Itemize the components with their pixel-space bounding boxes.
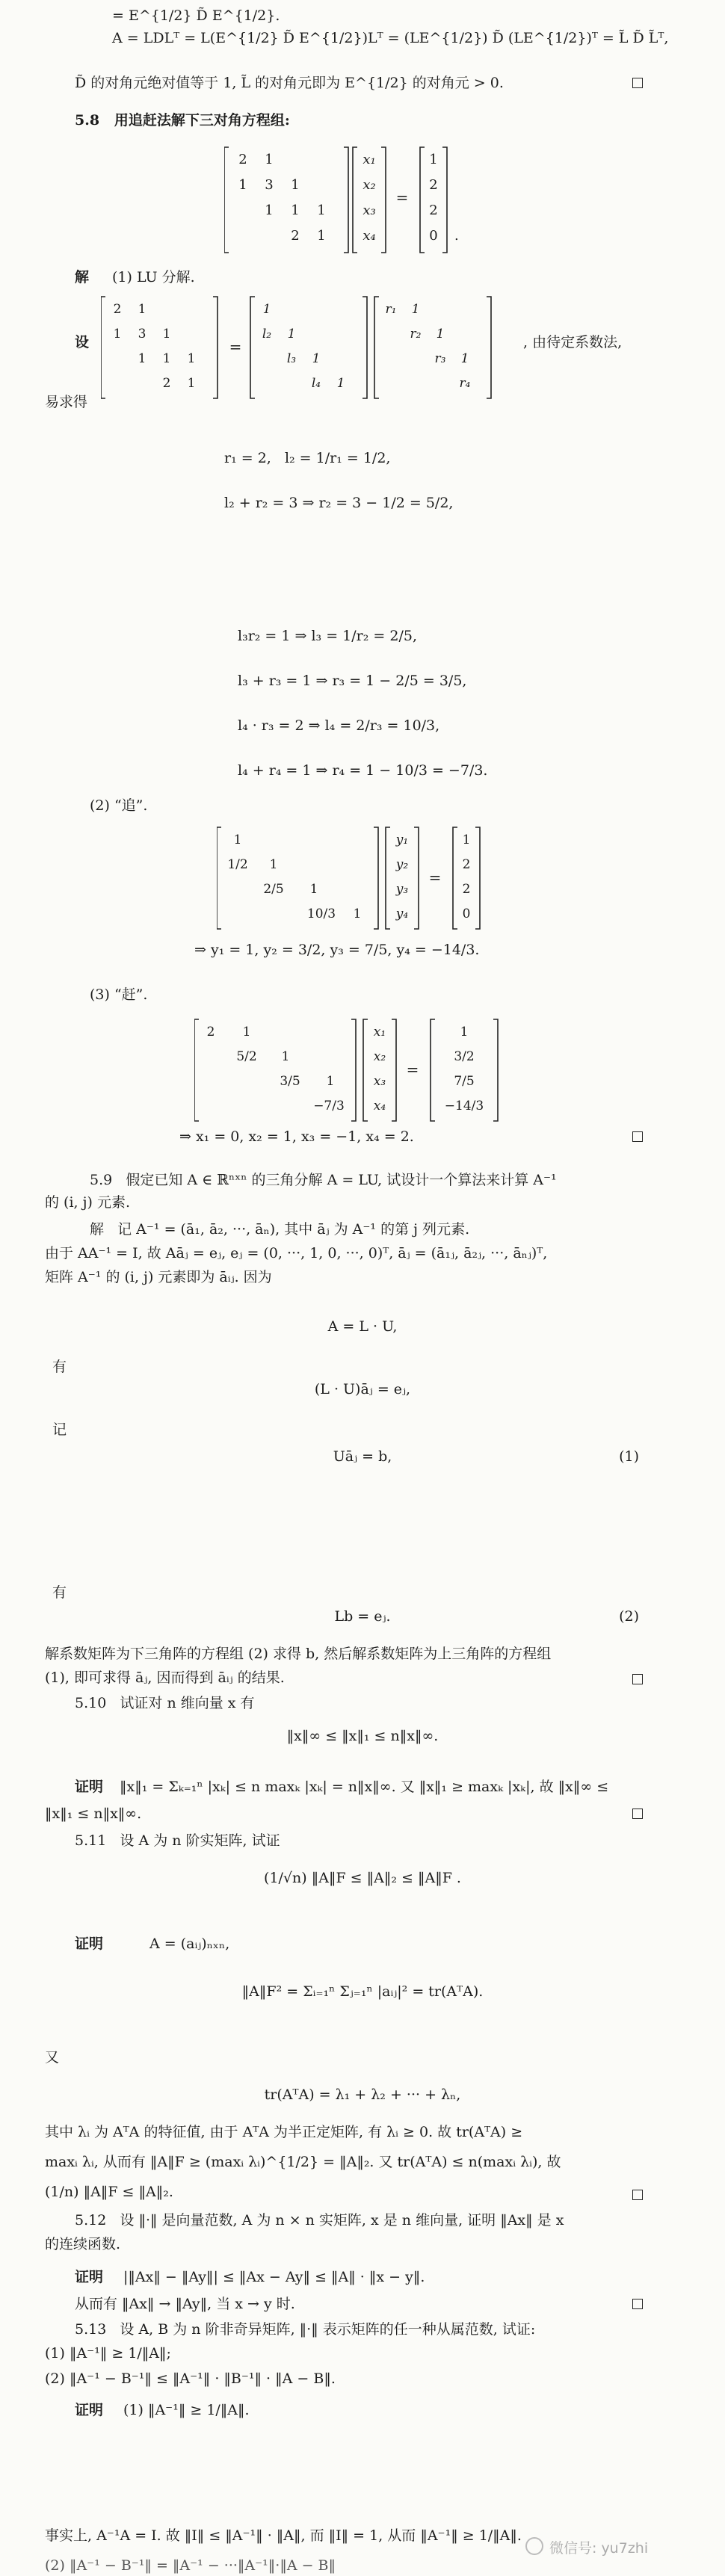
- easy-text: 易求得: [45, 394, 88, 410]
- svg-text:1: 1: [281, 1049, 290, 1064]
- svg-text:1: 1: [233, 833, 242, 847]
- proof-5-10-line-1: ‖x‖₁ = Σₖ₌₁ⁿ |xₖ| ≤ n maxₖ |xₖ| = n‖x‖∞. 又 ‖x‖₁ ≥ maxₖ |xₖ|, 故 ‖x‖∞ ≤: [120, 1779, 609, 1795]
- equals-sign: =: [395, 188, 409, 206]
- rhs-3: 2: [429, 203, 438, 218]
- solution-5-9-line-3: 矩阵 A⁻¹ 的 (i, j) 元素即为 āᵢⱼ. 因为: [45, 1269, 272, 1285]
- eq-lu-aj: (L · U)āⱼ = eⱼ,: [314, 1381, 411, 1397]
- lu-decomposition: [101, 295, 534, 400]
- svg-text:y₂: y₂: [395, 857, 409, 872]
- svg-text:10/3: 10/3: [306, 906, 336, 921]
- svg-text:1: 1: [113, 327, 122, 342]
- calc-2: l₂ + r₂ = 3 ⇒ r₂ = 3 − 1/2 = 5/2,: [224, 495, 454, 511]
- solution-5-9-line-1: 解 记 A⁻¹ = (ā₁, ā₂, ···, āₙ), 其中 āⱼ 为 A⁻¹ 的第 j 列元素.: [90, 1221, 470, 1238]
- problem-5-13-item-1: (1) ‖A⁻¹‖ ≥ 1/‖A‖;: [45, 2345, 171, 2362]
- proof-5-11-line-1: 其中 λᵢ 为 AᵀA 的特征值, 由于 AᵀA 为半正定矩阵, 有 λᵢ ≥ 0. 故 tr(AᵀA) ≥: [45, 2124, 523, 2140]
- svg-text:2: 2: [206, 1025, 215, 1040]
- note-label: 记: [52, 1421, 67, 1438]
- svg-text:y₁: y₁: [395, 833, 409, 847]
- svg-text:1: 1: [138, 302, 146, 317]
- proof-label: 证明: [75, 2402, 104, 2418]
- backward-system: [194, 1018, 523, 1122]
- qed-box: [632, 78, 643, 88]
- matrix-bracket-right: [344, 147, 348, 253]
- have-label-2: 有: [52, 1584, 67, 1601]
- qed-box: [632, 2299, 643, 2309]
- problem-5-9-heading: 5.9 假定已知 A ∈ ℝⁿˣⁿ 的三角分解 A = LU, 试设计一个算法来计算 A⁻¹: [90, 1172, 557, 1188]
- svg-text:1: 1: [462, 833, 471, 847]
- svg-text:x₂: x₂: [373, 1049, 386, 1064]
- m-0-0: 2: [238, 152, 247, 167]
- trace-eq: tr(AᵀA) = λ₁ + λ₂ + ··· + λₙ,: [264, 2087, 461, 2103]
- unknown-vector: [362, 152, 375, 244]
- x-1: x₁: [362, 152, 376, 167]
- problem-5-12-heading: 5.12 设 ‖·‖ 是向量范数, A 为 n × n 实矩阵, x 是 n 维向量, 证明 ‖Ax‖ 是 x: [75, 2212, 564, 2228]
- svg-text:0: 0: [462, 906, 471, 921]
- norm-inequality: ‖x‖∞ ≤ ‖x‖₁ ≤ n‖x‖∞.: [286, 1728, 439, 1744]
- proof-5-13-part-1: (1) ‖A⁻¹‖ ≥ 1/‖A‖.: [123, 2402, 250, 2418]
- solution-5-9-end-2: (1), 即可求得 āⱼ, 因而得到 āᵢⱼ 的结果.: [45, 1670, 285, 1686]
- problem-5-8-heading: 5.8 用追赶法解下三对角方程组:: [75, 112, 290, 129]
- y-result: ⇒ y₁ = 1, y₂ = 3/2, y₃ = 7/5, y₄ = −14/3.: [194, 942, 480, 958]
- calc-3: l₃r₂ = 1 ⇒ l₃ = 1/r₂ = 2/5,: [238, 628, 417, 644]
- svg-text:1: 1: [312, 351, 321, 366]
- svg-text:1: 1: [436, 327, 445, 342]
- calc-1: r₁ = 2, l₂ = 1/r₁ = 1/2,: [224, 450, 391, 466]
- coefficient-matrix: [238, 152, 325, 244]
- svg-text:=: =: [229, 338, 242, 356]
- svg-text:1: 1: [187, 351, 196, 366]
- svg-text:−14/3: −14/3: [444, 1099, 484, 1114]
- step-3: (3) “赶”.: [90, 986, 148, 1003]
- svg-text:r₂: r₂: [410, 327, 422, 342]
- svg-text:1: 1: [460, 1025, 469, 1040]
- eq-number-2: (2): [619, 1608, 639, 1625]
- proof-5-10-line-2: ‖x‖₁ ≤ n‖x‖∞.: [45, 1806, 142, 1822]
- svg-text:−7/3: −7/3: [313, 1099, 345, 1114]
- svg-text:l₄: l₄: [311, 376, 321, 391]
- problem-5-10-heading: 5.10 试证对 n 维向量 x 有: [75, 1695, 255, 1711]
- eq-top-a: = E^{1/2} D̃ E^{1/2}.: [112, 7, 280, 24]
- proof-5-12: |‖Ax‖ − ‖Ay‖| ≤ ‖Ax − Ay‖ ≤ ‖A‖ · ‖x − y‖.: [123, 2269, 425, 2285]
- step-2: (2) “追”.: [90, 797, 148, 814]
- frobenius-inequality: (1/√n) ‖A‖F ≤ ‖A‖₂ ≤ ‖A‖F .: [264, 1870, 461, 1886]
- svg-text:=: =: [428, 868, 442, 886]
- svg-text:1: 1: [242, 1025, 251, 1040]
- after-set-text: , 由待定系数法,: [523, 334, 623, 350]
- svg-text:1: 1: [326, 1074, 335, 1089]
- svg-text:1: 1: [287, 327, 296, 342]
- eq-top-b: A = LDLᵀ = L(E^{1/2} D̃ E^{1/2})Lᵀ = (LE^{1/2}) D̃ (LE^{1/2})ᵀ = L̃ D̃ L̃ᵀ,: [112, 30, 669, 46]
- proof-label: 证明: [75, 2269, 104, 2285]
- rhs-1: 1: [429, 152, 438, 167]
- svg-text:r₃: r₃: [434, 351, 446, 366]
- svg-text:1: 1: [411, 302, 420, 317]
- problem-5-13-item-2: (2) ‖A⁻¹ − B⁻¹‖ ≤ ‖A⁻¹‖ · ‖B⁻¹‖ · ‖A − B‖.: [45, 2370, 336, 2387]
- m-2-3: 1: [317, 203, 326, 218]
- proof-5-11-line-2: maxᵢ λᵢ, 从而有 ‖A‖F ≥ (maxᵢ λᵢ)^{1/2} = ‖A‖₂. 又 tr(AᵀA) ≤ n(maxᵢ λᵢ), 故: [45, 2154, 561, 2170]
- proof-5-13-cut-line: (2) ‖A⁻¹ − B⁻¹‖ = ‖A⁻¹ − ···‖A⁻¹‖·‖A − B‖: [45, 2557, 336, 2574]
- svg-text:7/5: 7/5: [454, 1074, 475, 1089]
- svg-text:l₃: l₃: [286, 351, 297, 366]
- solution-label: 解: [75, 269, 90, 285]
- svg-text:=: =: [406, 1060, 419, 1078]
- wechat-icon: [525, 2537, 543, 2555]
- problem-5-11-heading: 5.11 设 A 为 n 阶实矩阵, 试证: [75, 1832, 280, 1849]
- calc-4: l₃ + r₃ = 1 ⇒ r₃ = 1 − 2/5 = 3/5,: [238, 673, 467, 689]
- svg-text:3: 3: [138, 327, 146, 342]
- frobenius-eq: ‖A‖F² = Σᵢ₌₁ⁿ Σⱼ₌₁ⁿ |aᵢⱼ|² = tr(AᵀA).: [241, 1983, 484, 2000]
- qed-box: [632, 1131, 643, 1142]
- svg-text:1: 1: [336, 376, 345, 391]
- solution-5-9-end-1: 解系数矩阵为下三角阵的方程组 (2) 求得 b, 然后解系数矩阵为上三角阵的方程组: [45, 1646, 552, 1662]
- svg-text:2: 2: [162, 376, 171, 391]
- svg-text:y₃: y₃: [395, 882, 409, 897]
- m-1-1: 3: [265, 177, 274, 193]
- svg-text:l₂: l₂: [262, 327, 272, 342]
- svg-text:r₄: r₄: [459, 376, 471, 391]
- calc-6: l₄ + r₄ = 1 ⇒ r₄ = 1 − 10/3 = −7/3.: [238, 762, 488, 779]
- calc-5: l₄ · r₃ = 2 ⇒ l₄ = 2/r₃ = 10/3,: [238, 717, 440, 734]
- solution-5-9-line-2: 由于 AA⁻¹ = I, 故 Aāⱼ = eⱼ, eⱼ = (0, ···, 1, 0, ···, 0)ᵀ, āⱼ = (ā₁ⱼ, ā₂ⱼ, ···, āₙⱼ)ᵀ,: [45, 1245, 548, 1261]
- m-2-1: 1: [265, 203, 274, 218]
- set-label: 设: [75, 334, 90, 350]
- svg-text:3/5: 3/5: [280, 1074, 300, 1089]
- svg-text:3/2: 3/2: [454, 1049, 475, 1064]
- system-5-8: [224, 146, 471, 254]
- svg-text:1/2: 1/2: [227, 857, 248, 872]
- svg-text:y₄: y₄: [395, 906, 409, 921]
- m-3-2: 2: [291, 228, 300, 244]
- svg-text:x₃: x₃: [373, 1074, 386, 1089]
- svg-text:2/5: 2/5: [263, 882, 284, 897]
- have-label: 有: [52, 1359, 67, 1375]
- svg-text:x₁: x₁: [373, 1025, 386, 1040]
- rhs-4: 0: [429, 228, 438, 244]
- svg-text:1: 1: [162, 351, 171, 366]
- svg-text:r₁: r₁: [385, 302, 397, 317]
- svg-text:2: 2: [462, 857, 471, 872]
- L-matrix: [250, 297, 367, 398]
- x-result: ⇒ x₁ = 0, x₂ = 1, x₃ = −1, x₄ = 2.: [179, 1128, 414, 1145]
- period: .: [454, 228, 459, 244]
- svg-text:1: 1: [138, 351, 146, 366]
- eq-u-aj: Uāⱼ = b,: [333, 1448, 392, 1465]
- matrix-def: A = (aᵢⱼ)ₙₓₙ,: [149, 1936, 230, 1952]
- proof-label: 证明: [75, 1779, 104, 1795]
- eq-lb-ej: Lb = eⱼ.: [334, 1608, 391, 1625]
- matrix-bracket-left: [224, 147, 229, 253]
- qed-box: [632, 1674, 643, 1684]
- rhs-vector: [429, 152, 437, 244]
- svg-text:2: 2: [113, 302, 122, 317]
- x-3: x₃: [362, 203, 376, 218]
- m-3-3: 1: [317, 228, 326, 244]
- watermark: 微信号: yu7zhi: [549, 2540, 649, 2557]
- proof-5-11-line-3: (1/n) ‖A‖F ≤ ‖A‖₂.: [45, 2184, 173, 2200]
- conclusion-text: D̃ 的对角元绝对值等于 1, L̃ 的对角元即为 E^{1/2} 的对角元 > 0.: [75, 75, 504, 91]
- svg-text:1: 1: [269, 857, 278, 872]
- svg-text:5/2: 5/2: [236, 1049, 257, 1064]
- eq-a-lu: A = L · U,: [327, 1318, 398, 1335]
- step-1: (1) LU 分解.: [112, 269, 195, 285]
- svg-text:1: 1: [262, 302, 271, 317]
- svg-text:1: 1: [353, 906, 362, 921]
- forward-system: [217, 826, 531, 930]
- x-4: x₄: [362, 228, 376, 244]
- problem-5-9-heading-2: 的 (i, j) 元素.: [45, 1194, 130, 1211]
- rhs-2: 2: [429, 177, 438, 193]
- qed-box: [632, 2190, 643, 2200]
- problem-5-13-heading: 5.13 设 A, B 为 n 阶非奇异矩阵, ‖·‖ 表示矩阵的任一种从属范数, 试证:: [75, 2321, 536, 2338]
- svg-text:1: 1: [460, 351, 469, 366]
- qed-box: [632, 1809, 643, 1819]
- x-2: x₂: [362, 177, 376, 193]
- proof-5-12-after: 从而有 ‖Ax‖ → ‖Ay‖, 当 x → y 时.: [75, 2296, 295, 2312]
- svg-text:1: 1: [309, 882, 318, 897]
- proof-5-13-fact: 事实上, A⁻¹A = I. 故 ‖I‖ ≤ ‖A⁻¹‖ · ‖A‖, 而 ‖I‖ = 1, 从而 ‖A⁻¹‖ ≥ 1/‖A‖.: [45, 2527, 522, 2544]
- m-0-1: 1: [265, 152, 274, 167]
- svg-text:2: 2: [462, 882, 471, 897]
- and-label: 又: [45, 2049, 60, 2066]
- svg-text:1: 1: [187, 376, 196, 391]
- svg-text:x₄: x₄: [373, 1099, 386, 1114]
- m-1-0: 1: [238, 177, 247, 193]
- U-matrix: [374, 297, 491, 398]
- m-2-2: 1: [291, 203, 300, 218]
- eq-number-1: (1): [619, 1448, 639, 1465]
- proof-label: 证明: [75, 1936, 104, 1952]
- problem-5-12-heading-2: 的连续函数.: [45, 2236, 121, 2252]
- m-1-2: 1: [291, 177, 300, 193]
- svg-text:1: 1: [162, 327, 171, 342]
